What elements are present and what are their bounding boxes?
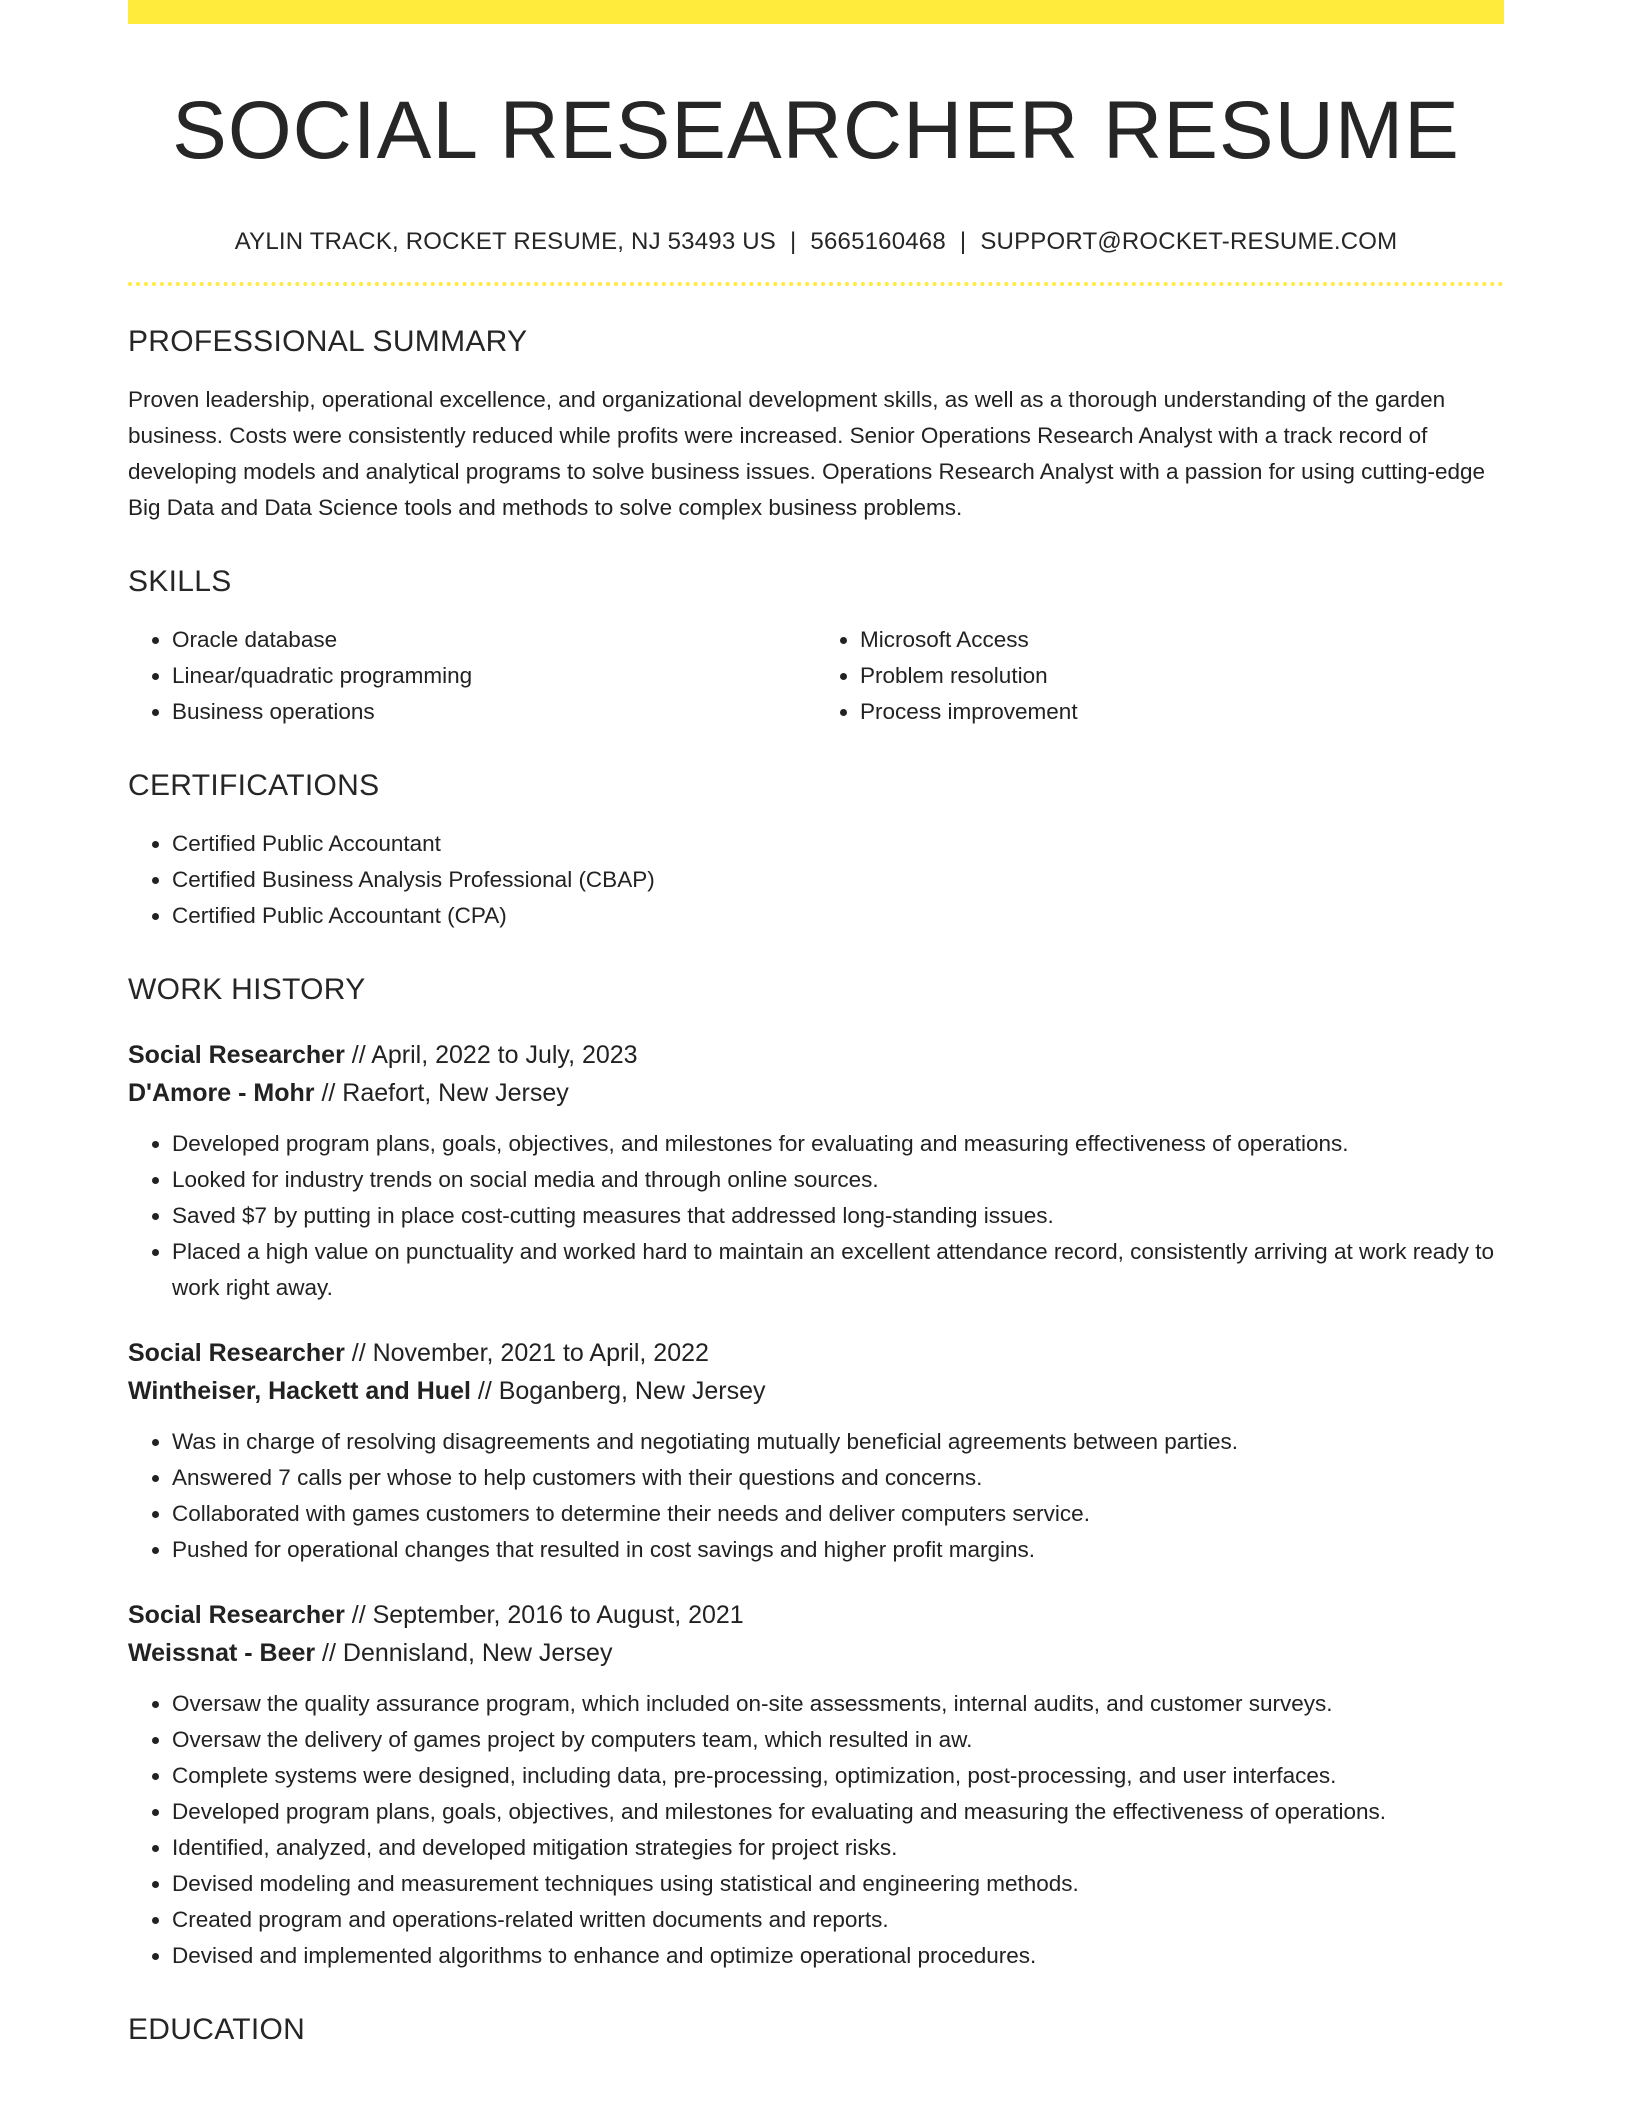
job-company-line — [128, 1634, 1504, 1672]
skills-list-left — [128, 622, 816, 730]
job-location: // Dennisland, New Jersey — [315, 1639, 613, 1668]
skill-item: • Linear/quadratic programming — [172, 658, 816, 694]
job-bullet: • Complete systems were designed, including data, pre-processing, optimization, post-processing, and user interfaces. — [172, 1758, 1504, 1794]
job-dates: // November, 2021 to April, 2022 — [344, 1339, 709, 1368]
job-bullets — [128, 1126, 1504, 1306]
contact-email: SUPPORT@ROCKET-RESUME.COM — [980, 228, 1398, 256]
job-bullet: • Answered 7 calls per whose to help customers with their questions and concerns. — [172, 1460, 1504, 1496]
contact-address: AYLIN TRACK, ROCKET RESUME, NJ 53493 US — [234, 228, 776, 256]
contact-line — [128, 228, 1504, 256]
job-entry — [128, 1036, 1504, 1306]
skill-item: • Problem resolution — [860, 658, 1504, 694]
job-company: Weissnat - Beer — [128, 1639, 316, 1668]
skill-item: • Process improvement — [860, 694, 1504, 730]
certifications-list — [128, 826, 1504, 934]
top-accent-bar — [128, 0, 1504, 24]
job-role: Social Researcher — [128, 1041, 345, 1070]
job-company-line — [128, 1074, 1504, 1112]
job-entry — [128, 1334, 1504, 1568]
skill-item: • Business operations — [172, 694, 816, 730]
contact-separator: | — [959, 228, 967, 256]
work-history-heading: WORK HISTORY — [128, 973, 366, 1007]
job-bullet: • Devised and implemented algorithms to enhance and optimize operational procedures. — [172, 1938, 1504, 1974]
certification-item: • Certified Business Analysis Professional (CBAP) — [172, 862, 1504, 898]
skill-item: • Oracle database — [172, 622, 816, 658]
job-bullet: • Collaborated with games customers to determine their needs and deliver computers service. — [172, 1496, 1504, 1532]
job-company: Wintheiser, Hackett and Huel — [128, 1377, 471, 1406]
job-bullet: • Identified, analyzed, and developed mitigation strategies for project risks. — [172, 1830, 1504, 1866]
job-bullet: • Developed program plans, goals, objectives, and milestones for evaluating and measuring effectiveness of operations. — [172, 1126, 1504, 1162]
certifications-heading: CERTIFICATIONS — [128, 769, 380, 803]
job-bullet: • Was in charge of resolving disagreements and negotiating mutually beneficial agreements between parties. — [172, 1424, 1504, 1460]
job-bullet: • Devised modeling and measurement techniques using statistical and engineering methods. — [172, 1866, 1504, 1902]
job-bullet: • Saved $7 by putting in place cost-cutting measures that addressed long-standing issues. — [172, 1198, 1504, 1234]
job-title-line — [128, 1596, 1504, 1634]
resume-page — [128, 0, 1504, 2048]
job-bullet: • Placed a high value on punctuality and worked hard to maintain an excellent attendance record, consistently arriving at work ready to work right away. — [172, 1234, 1504, 1306]
skills-grid — [128, 622, 1504, 730]
job-company: D'Amore - Mohr — [128, 1079, 315, 1108]
job-bullets — [128, 1686, 1504, 1974]
skills-heading: SKILLS — [128, 565, 232, 599]
job-bullets — [128, 1424, 1504, 1568]
education-heading: EDUCATION — [128, 2013, 306, 2047]
summary-text: Proven leadership, operational excellence, and organizational development skills, as well as a thorough understanding of the garden business. Costs were consistently reduced while profits were increased. Senior Operations Research Analyst with a track record of developing models and analytical programs to solve business issues. Operations Research Analyst with a passion for using cutting-edge Big Data and Data Science tools and methods to solve complex business problems. — [128, 387, 1485, 521]
job-title-line — [128, 1334, 1504, 1372]
job-dates: // April, 2022 to July, 2023 — [344, 1041, 638, 1070]
certification-item: • Certified Public Accountant — [172, 826, 1504, 862]
header-divider — [128, 282, 1504, 286]
job-entry — [128, 1596, 1504, 1974]
job-location: // Boganberg, New Jersey — [470, 1377, 766, 1406]
job-bullet: • Oversaw the quality assurance program, which included on-site assessments, internal audits, and customer surveys. — [172, 1686, 1504, 1722]
job-company-line — [128, 1372, 1504, 1410]
job-bullet: • Looked for industry trends on social media and through online sources. — [172, 1162, 1504, 1198]
job-bullet: • Oversaw the delivery of games project by computers team, which resulted in aw. — [172, 1722, 1504, 1758]
skills-list-right — [816, 622, 1504, 730]
contact-separator: | — [789, 228, 797, 256]
job-bullet: • Pushed for operational changes that resulted in cost savings and higher profit margins. — [172, 1532, 1504, 1568]
job-role: Social Researcher — [128, 1339, 345, 1368]
job-title-line — [128, 1036, 1504, 1074]
skill-item: • Microsoft Access — [860, 622, 1504, 658]
contact-phone: 5665160468 — [810, 228, 946, 256]
summary-heading: PROFESSIONAL SUMMARY — [128, 325, 528, 359]
job-bullet: • Developed program plans, goals, objectives, and milestones for evaluating and measuring the effectiveness of operations. — [172, 1794, 1504, 1830]
job-bullet: • Created program and operations-related written documents and reports. — [172, 1902, 1504, 1938]
job-role: Social Researcher — [128, 1601, 345, 1630]
resume-title: SOCIAL RESEARCHER RESUME — [172, 85, 1460, 176]
job-dates: // September, 2016 to August, 2021 — [344, 1601, 744, 1630]
job-location: // Raefort, New Jersey — [314, 1079, 569, 1108]
certification-item: • Certified Public Accountant (CPA) — [172, 898, 1504, 934]
